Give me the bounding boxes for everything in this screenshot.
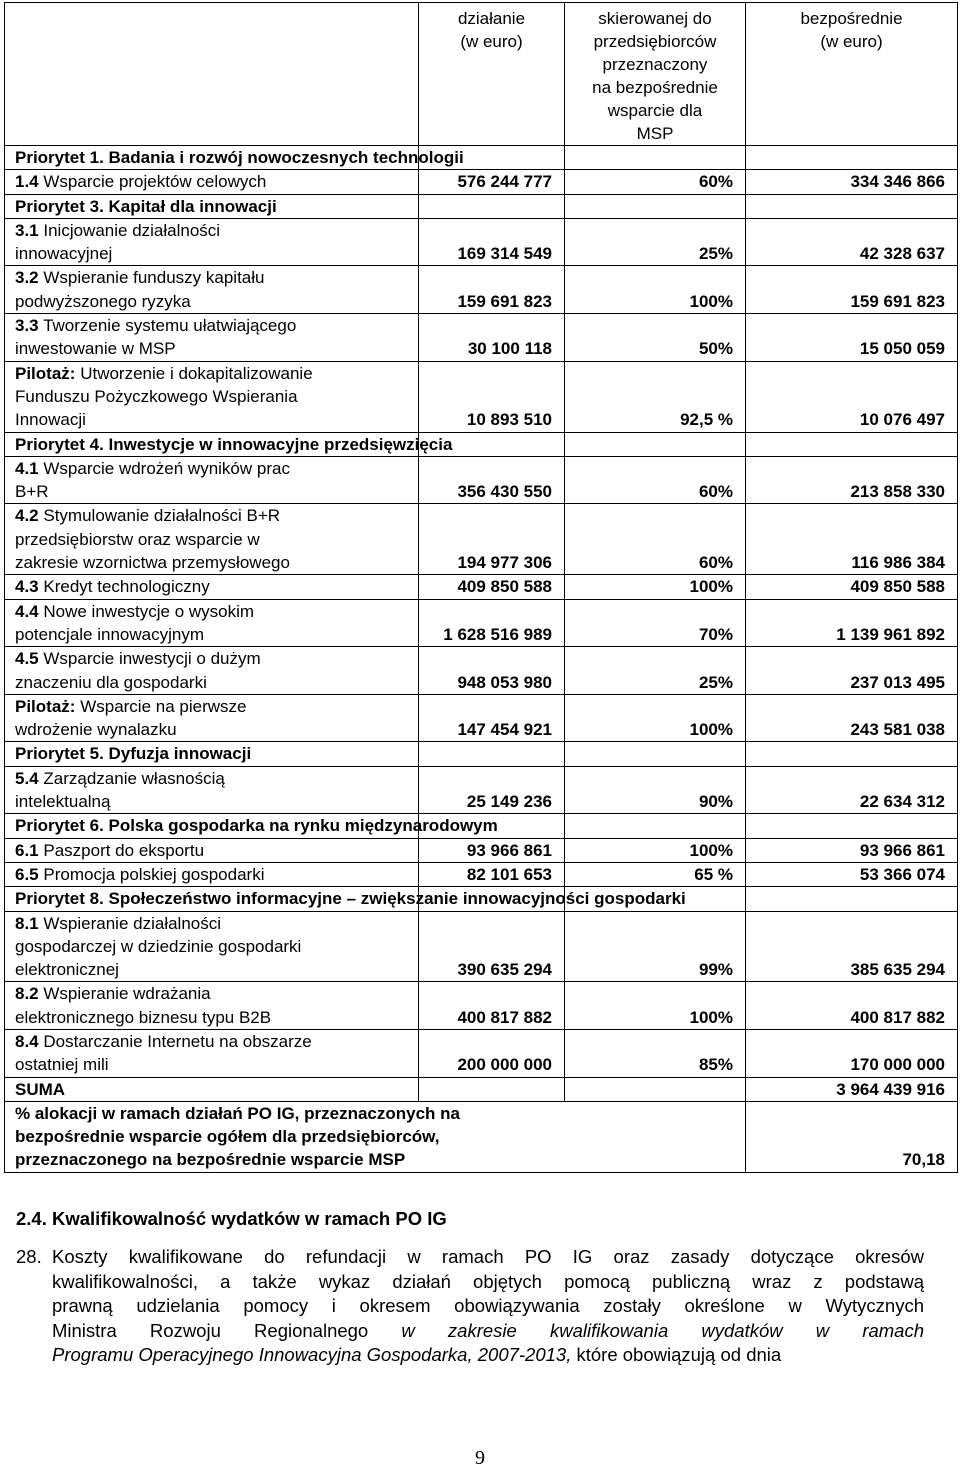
- action-text: Kredyt technologiczny: [43, 577, 210, 597]
- header-line: bezpośrednie: [800, 9, 903, 28]
- percent-cell: 70%: [565, 599, 746, 647]
- action-text: znaczeniu dla gospodarki: [15, 672, 207, 692]
- action-text: Funduszu Pożyczkowego Wspierania: [15, 386, 298, 406]
- percent-cell: 60%: [565, 504, 746, 575]
- header-cell-direct: [746, 3, 958, 146]
- action-code: 4.1: [15, 458, 39, 478]
- table-row: [5, 575, 958, 599]
- action-label-line: [15, 314, 408, 337]
- action-label: [5, 504, 419, 575]
- direct-cell: 42 328 637: [746, 218, 958, 266]
- sum-row: [5, 1077, 958, 1101]
- amount-cell: 576 244 777: [419, 170, 565, 194]
- action-code: 5.4: [15, 768, 39, 788]
- allocation-value: 70,18: [746, 1101, 958, 1172]
- empty-cell: [746, 814, 958, 838]
- table-row: [5, 911, 958, 982]
- percent-cell: 100%: [565, 982, 746, 1030]
- direct-cell: 15 050 059: [746, 314, 958, 362]
- amount-cell: 93 966 861: [419, 838, 565, 862]
- action-text: Utworzenie i dokapitalizowanie: [80, 363, 313, 383]
- action-text: Stymulowanie działalności B+R: [43, 506, 281, 526]
- allocation-label: [5, 1101, 746, 1172]
- amount-cell: 30 100 118: [419, 314, 565, 362]
- amount-cell: 25 149 236: [419, 766, 565, 814]
- empty-cell: [565, 432, 746, 456]
- section-paragraph: [16, 1245, 924, 1368]
- action-text: potencjale innowacyjnym: [15, 624, 204, 644]
- action-text: podwyższonego ryzyka: [15, 291, 191, 311]
- action-label-line: [15, 767, 408, 790]
- action-text: Wsparcie na pierwsze: [80, 696, 247, 716]
- percent-cell: 100%: [565, 694, 746, 742]
- direct-cell: 334 346 866: [746, 170, 958, 194]
- header-line: wsparcie dla: [607, 101, 703, 120]
- amount-cell: 200 000 000: [419, 1029, 565, 1077]
- action-label: [5, 575, 419, 599]
- action-text: Dostarczanie Internetu na obszarze: [43, 1031, 312, 1051]
- action-text: elektronicznego biznesu typu B2B: [15, 1007, 272, 1027]
- percent-cell: 25%: [565, 647, 746, 695]
- action-label: [5, 456, 419, 504]
- empty-cell: [746, 146, 958, 170]
- percent-cell: 100%: [565, 838, 746, 862]
- percent-cell: 85%: [565, 1029, 746, 1077]
- amount-cell: 82 101 653: [419, 862, 565, 886]
- action-text: Wspieranie wdrażania: [43, 984, 211, 1004]
- action-label-line: [15, 671, 408, 694]
- allocation-row: [5, 1101, 958, 1172]
- percent-cell: 60%: [565, 170, 746, 194]
- amount-cell: 194 977 306: [419, 504, 565, 575]
- header-line: działanie: [457, 9, 526, 28]
- priority-label: Priorytet 6. Polska gospodarka na rynku międzynarodowym: [5, 814, 419, 838]
- action-label-line: [15, 528, 408, 551]
- action-text: B+R: [15, 482, 49, 502]
- action-text: ostatniej mili: [15, 1055, 109, 1075]
- table-row: [5, 361, 958, 432]
- direct-cell: 400 817 882: [746, 982, 958, 1030]
- action-label-line: [15, 1006, 408, 1029]
- header-cell-percent: [565, 3, 746, 146]
- header-line: (w euro): [460, 32, 523, 51]
- amount-cell: 169 314 549: [419, 218, 565, 266]
- direct-cell: 1 139 961 892: [746, 599, 958, 647]
- action-label-line: [15, 623, 408, 646]
- action-text: zakresie wzornictwa przemysłowego: [15, 553, 290, 573]
- allocation-line: przeznaczonego na bezpośrednie wsparcie MSP: [15, 1150, 406, 1170]
- table-row: [5, 766, 958, 814]
- header-line: (w euro): [820, 32, 883, 51]
- sum-label: SUMA: [5, 1077, 419, 1101]
- priority-label: Priorytet 1. Badania i rozwój nowoczesnych technologii: [5, 146, 419, 170]
- header-line: na bezpośrednie: [592, 78, 718, 97]
- action-label-line: [15, 935, 408, 958]
- action-code: 8.2: [15, 984, 39, 1004]
- empty-cell: [419, 1077, 565, 1101]
- percent-cell: 99%: [565, 911, 746, 982]
- action-text: Promocja polskiej gospodarki: [43, 864, 265, 884]
- amount-cell: 1 628 516 989: [419, 599, 565, 647]
- priority-row: [5, 814, 958, 838]
- paragraph-italic-text: Programu Operacyjnego Innowacyjna Gospodarka, 2007-2013,: [52, 1344, 572, 1365]
- table-row: [5, 982, 958, 1030]
- percent-cell: 50%: [565, 314, 746, 362]
- allocation-table: [4, 2, 958, 1173]
- amount-cell: 356 430 550: [419, 456, 565, 504]
- header-line: przeznaczony: [602, 55, 708, 74]
- action-label-line: [15, 385, 408, 408]
- action-label-line: [15, 863, 408, 886]
- action-label-line: [15, 480, 408, 503]
- action-text: gospodarczej w dziedzinie gospodarki: [15, 936, 302, 956]
- table-row: [5, 170, 958, 194]
- paragraph-italic-text: w zakresie kwalifikowania wydatków w ramach: [401, 1319, 925, 1341]
- section-heading: 2.4. Kwalifikowalność wydatków w ramach PO IG: [16, 1208, 447, 1229]
- paragraph-line: prawną udzielania pomocy i okresem obowiązywania zostały określone w Wytycznych: [52, 1295, 924, 1316]
- action-code: 8.4: [15, 1031, 39, 1051]
- action-label-line: [15, 266, 408, 289]
- action-label-line: [15, 1030, 408, 1053]
- percent-cell: 25%: [565, 218, 746, 266]
- action-label-line: [15, 958, 408, 981]
- priority-label: Priorytet 8. Społeczeństwo informacyjne – zwiększanie innowacyjności gospodarki: [5, 887, 419, 911]
- direct-cell: 170 000 000: [746, 1029, 958, 1077]
- action-code: 1.4: [15, 172, 39, 192]
- action-text: Wsparcie wdrożeń wyników prac: [43, 458, 290, 478]
- paragraph-line: [52, 1319, 924, 1344]
- action-label: [5, 838, 419, 862]
- table-row: [5, 599, 958, 647]
- action-text: Tworzenie systemu ułatwiającego: [43, 316, 297, 336]
- paragraph-body: [52, 1245, 924, 1368]
- action-text: Wspieranie działalności: [43, 913, 222, 933]
- amount-cell: 10 893 510: [419, 361, 565, 432]
- action-label: [5, 647, 419, 695]
- empty-cell: [565, 742, 746, 766]
- paragraph-line: Koszty kwalifikowane do refundacji w ramach PO IG oraz zasady dotyczące okresów: [52, 1246, 924, 1267]
- header-row: [5, 3, 958, 146]
- direct-cell: 213 858 330: [746, 456, 958, 504]
- action-text: wdrożenie wynalazku: [15, 720, 177, 740]
- action-label-line: [15, 1053, 408, 1076]
- action-code: 3.1: [15, 220, 39, 240]
- action-label-line: [15, 839, 408, 862]
- sum-value: 3 964 439 916: [746, 1077, 958, 1101]
- action-label-line: [15, 912, 408, 935]
- empty-cell: [746, 742, 958, 766]
- action-text: innowacyjnej: [15, 244, 113, 264]
- table-row: [5, 694, 958, 742]
- priority-row: [5, 194, 958, 218]
- priority-label: Priorytet 5. Dyfuzja innowacji: [5, 742, 419, 766]
- amount-cell: 147 454 921: [419, 694, 565, 742]
- direct-cell: 237 013 495: [746, 647, 958, 695]
- amount-cell: 948 053 980: [419, 647, 565, 695]
- action-label: [5, 314, 419, 362]
- action-code: 3.2: [15, 268, 39, 288]
- empty-cell: [565, 814, 746, 838]
- direct-cell: 243 581 038: [746, 694, 958, 742]
- action-label: [5, 599, 419, 647]
- priority-row: [5, 742, 958, 766]
- action-label-line: [15, 504, 408, 527]
- action-text: Zarządzanie własnością: [43, 768, 225, 788]
- priority-row: [5, 887, 958, 911]
- action-text: Wsparcie inwestycji o dużym: [43, 649, 261, 669]
- table-row: [5, 1029, 958, 1077]
- paragraph-line: kwalifikowalności, a także wykaz działań objętych pomocą publiczną wraz z podstawą: [52, 1270, 924, 1292]
- pilot-label: Pilotaż:: [15, 696, 76, 716]
- action-label-line: [15, 242, 408, 265]
- percent-cell: 100%: [565, 266, 746, 314]
- priority-row: [5, 432, 958, 456]
- action-text: przedsiębiorstw oraz wsparcie w: [15, 529, 260, 549]
- paragraph-text: które obowiązują od dnia: [576, 1344, 782, 1365]
- pilot-label: Pilotaż:: [15, 363, 76, 383]
- percent-cell: 65 %: [565, 862, 746, 886]
- action-code: 4.5: [15, 649, 39, 669]
- action-label-line: [15, 219, 408, 242]
- action-label-line: [15, 982, 408, 1005]
- action-text: Innowacji: [15, 410, 86, 430]
- action-label-line: [15, 457, 408, 480]
- action-label-line: [15, 551, 408, 574]
- empty-cell: [419, 742, 565, 766]
- table-row: [5, 314, 958, 362]
- action-code: 6.5: [15, 864, 39, 884]
- action-label: [5, 766, 419, 814]
- action-text: inwestowanie w MSP: [15, 339, 176, 359]
- action-text: Wsparcie projektów celowych: [43, 172, 267, 192]
- action-label-line: [15, 337, 408, 360]
- percent-cell: 92,5 %: [565, 361, 746, 432]
- priority-label: Priorytet 4. Inwestycje w innowacyjne przedsięwzięcia: [5, 432, 419, 456]
- amount-cell: 409 850 588: [419, 575, 565, 599]
- empty-cell: [746, 432, 958, 456]
- header-line: skierowanej do: [598, 9, 712, 28]
- action-text: Nowe inwestycje o wysokim: [43, 601, 255, 621]
- direct-cell: 53 366 074: [746, 862, 958, 886]
- empty-cell: [746, 887, 958, 911]
- action-code: 4.4: [15, 601, 39, 621]
- action-code: 4.3: [15, 577, 39, 597]
- table-row: [5, 218, 958, 266]
- table-body: [5, 3, 958, 1173]
- paragraph-number: 28.: [16, 1246, 42, 1267]
- action-text: elektronicznej: [15, 960, 119, 980]
- amount-cell: 159 691 823: [419, 266, 565, 314]
- header-cell-label: [5, 3, 419, 146]
- action-label-line: [15, 718, 408, 741]
- action-text: Wspieranie funduszy kapitału: [43, 268, 265, 288]
- action-label-line: [15, 170, 408, 193]
- direct-cell: 409 850 588: [746, 575, 958, 599]
- action-label-line: [15, 695, 408, 718]
- empty-cell: [565, 194, 746, 218]
- action-label: [5, 911, 419, 982]
- action-text: Paszport do eksportu: [43, 840, 205, 860]
- paragraph-text: Ministra Rozwoju Regionalnego: [52, 1319, 369, 1341]
- action-text: intelektualną: [15, 792, 111, 812]
- action-label: [5, 1029, 419, 1077]
- table-row: [5, 504, 958, 575]
- action-label: [5, 266, 419, 314]
- action-code: 6.1: [15, 840, 39, 860]
- empty-cell: [565, 146, 746, 170]
- paragraph-line: [52, 1343, 924, 1368]
- action-code: 3.3: [15, 316, 39, 336]
- direct-cell: 116 986 384: [746, 504, 958, 575]
- action-label-line: [15, 647, 408, 670]
- empty-cell: [746, 194, 958, 218]
- action-label: [5, 218, 419, 266]
- empty-cell: [565, 1077, 746, 1101]
- amount-cell: 400 817 882: [419, 982, 565, 1030]
- action-label: [5, 862, 419, 886]
- allocation-line: % alokacji w ramach działań PO IG, przeznaczonych na: [15, 1103, 460, 1123]
- priority-label: Priorytet 3. Kapitał dla innowacji: [5, 194, 419, 218]
- action-label-line: [15, 290, 408, 313]
- action-label-line: [15, 575, 408, 598]
- action-code: 8.1: [15, 913, 39, 933]
- page-number: 9: [475, 1447, 485, 1469]
- table-row: [5, 266, 958, 314]
- action-label-line: [15, 790, 408, 813]
- percent-cell: 60%: [565, 456, 746, 504]
- direct-cell: 10 076 497: [746, 361, 958, 432]
- allocation-line: bezpośrednie wsparcie ogółem dla przedsiębiorców,: [15, 1127, 440, 1147]
- table-row: [5, 647, 958, 695]
- direct-cell: 93 966 861: [746, 838, 958, 862]
- table-row: [5, 838, 958, 862]
- empty-cell: [419, 194, 565, 218]
- direct-cell: 22 634 312: [746, 766, 958, 814]
- action-label: [5, 170, 419, 194]
- action-label: [5, 694, 419, 742]
- action-code: 4.2: [15, 506, 39, 526]
- action-label-line: [15, 600, 408, 623]
- action-label: [5, 982, 419, 1030]
- header-cell-amount: [419, 3, 565, 146]
- header-line: MSP: [636, 124, 674, 143]
- action-label-line: [15, 362, 408, 385]
- action-label-line: [15, 408, 408, 431]
- amount-cell: 390 635 294: [419, 911, 565, 982]
- action-label: [5, 361, 419, 432]
- percent-cell: 90%: [565, 766, 746, 814]
- percent-cell: 100%: [565, 575, 746, 599]
- priority-row: [5, 146, 958, 170]
- header-line: przedsiębiorców: [593, 32, 717, 51]
- action-text: Inicjowanie działalności: [43, 220, 221, 240]
- table-row: [5, 862, 958, 886]
- direct-cell: 159 691 823: [746, 266, 958, 314]
- direct-cell: 385 635 294: [746, 911, 958, 982]
- table-row: [5, 456, 958, 504]
